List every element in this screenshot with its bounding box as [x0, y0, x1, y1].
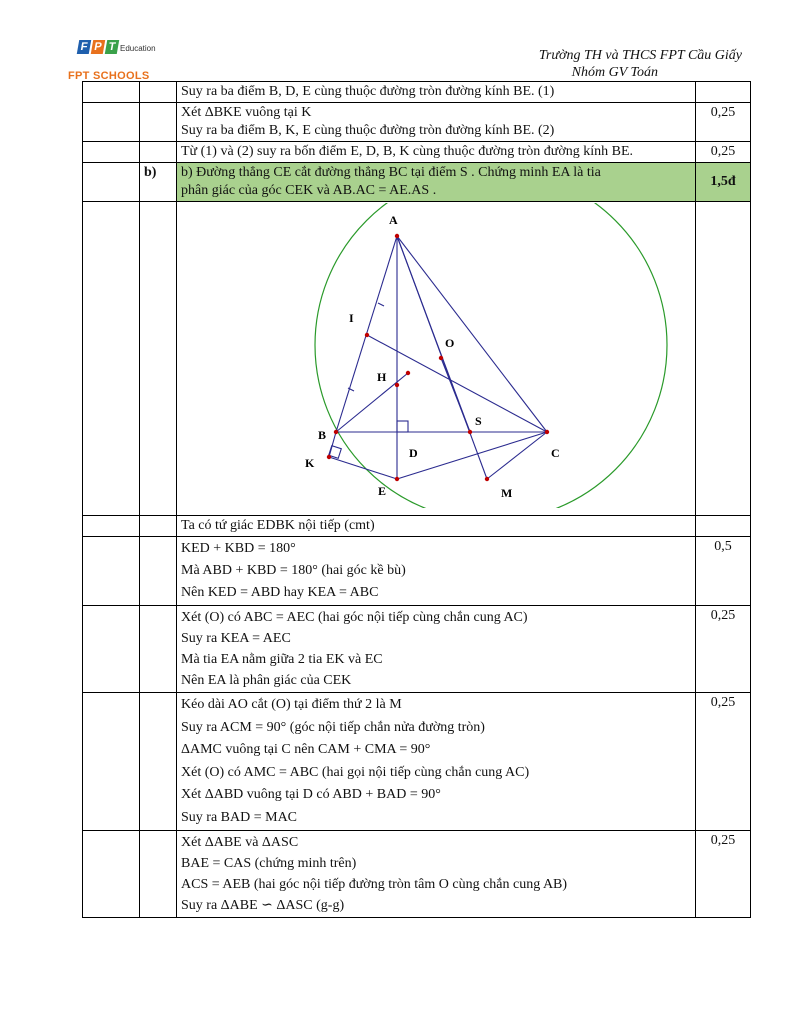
question-b: [177, 163, 696, 202]
page-header: [539, 47, 742, 81]
row-line: Suy ra ΔABE ∽ ΔASC (g-g): [181, 898, 345, 913]
row-text: [177, 103, 696, 142]
table-row: [83, 693, 751, 831]
table-row: [83, 82, 751, 103]
row-line: BAE = CAS (chứng minh trên): [181, 856, 357, 871]
label-a: A: [389, 213, 398, 227]
question-line: b) Đường thẳng CE cắt đường thẳng BC tại điểm S . Chứng minh EA là tia: [181, 165, 601, 180]
row-text: [177, 537, 696, 606]
label-d: D: [409, 446, 418, 460]
row-line: Suy ra ACM = 90° (góc nội tiếp chắn nửa đường tròn): [181, 719, 485, 735]
logo-tile-t: T: [105, 40, 119, 54]
table-row: [83, 537, 751, 606]
segment-cm: [487, 432, 547, 479]
row-line: Suy ra KEA = AEC: [181, 631, 291, 646]
table-row: [83, 606, 751, 693]
label-s: S: [475, 414, 482, 428]
row-line: Xét (O) có AMC = ABC (hai gọi nội tiếp cùng chắn cung AC): [181, 764, 530, 780]
school-name: Trường TH và THCS FPT Cầu Giấy: [538, 48, 742, 63]
geometry-figure: [177, 202, 696, 516]
segment-ic: [367, 335, 547, 432]
row-line: Suy ra ba điểm B, D, E cùng thuộc đường tròn đường kính BE. (1): [181, 84, 555, 99]
point-s: [468, 430, 472, 434]
logo-education: Education: [120, 44, 156, 53]
label-i: I: [349, 311, 354, 325]
logo-tile-p: P: [91, 40, 105, 54]
table-row: [83, 163, 751, 202]
row-line: Nên EA là phân giác của CEK: [181, 673, 352, 688]
solution-table: [82, 81, 751, 918]
score: 0,5: [696, 537, 751, 606]
point-h2: [406, 371, 410, 375]
row-line: Nên KED = ABD hay KEA = ABC: [181, 585, 379, 600]
row-text: [177, 606, 696, 693]
table-row: [83, 142, 751, 163]
segment-ke: [329, 457, 397, 479]
segment-ac: [397, 236, 547, 432]
score: 0,25: [696, 103, 751, 142]
score: 0,25: [696, 831, 751, 918]
fpt-logo: [68, 40, 170, 84]
tick-mark: [378, 303, 384, 306]
point-i: [365, 333, 369, 337]
point-b: [334, 430, 338, 434]
label-c: C: [551, 446, 560, 460]
label-e: E: [378, 484, 387, 498]
row-text: Ta có tứ giác EDBK nội tiếp (cmt): [177, 516, 696, 537]
row-line: Xét ΔABE và ΔASC: [181, 835, 299, 850]
row-text: [177, 831, 696, 918]
label-k: K: [305, 456, 315, 470]
table-row: [83, 516, 751, 537]
row-line: Xét ΔABD vuông tại D có ABD + BAD = 90°: [181, 787, 441, 802]
circle-o: [315, 203, 667, 508]
label-b: B: [318, 428, 327, 442]
row-line: Suy ra BAD = MAC: [181, 809, 298, 825]
point-o: [439, 356, 443, 360]
row-text: Từ (1) và (2) suy ra bốn điểm E, D, B, K cùng thuộc đường tròn đường kính BE.: [177, 142, 696, 163]
logo-tile-f: F: [77, 40, 91, 54]
question-line: phân giác của góc CEK và AB.AC = AE.AS .: [181, 183, 437, 198]
point-c: [545, 430, 549, 434]
figure-svg: [181, 203, 701, 508]
row-text: [177, 82, 696, 103]
logo-schools: FPT SCHOOLS: [68, 70, 150, 82]
row-line: ACS = AEB (hai góc nội tiếp đường tròn tâm O cùng chắn cung AB): [181, 877, 568, 892]
part-label: b): [140, 163, 177, 202]
row-text: [177, 693, 696, 831]
point-h: [395, 383, 399, 387]
score: 0,25: [696, 142, 751, 163]
row-line: Kéo dài AO cắt (O) tại điểm thứ 2 là M: [181, 697, 402, 712]
segment-os: [441, 358, 470, 432]
point-a: [395, 234, 399, 238]
table-row: [83, 202, 751, 516]
segment-kb: [329, 432, 336, 457]
score: 0,25: [696, 693, 751, 831]
row-line: ΔAMC vuông tại C nên CAM + CMA = 90°: [181, 742, 431, 757]
right-angle-d: [397, 421, 408, 432]
label-m: M: [501, 486, 513, 500]
row-line: Xét (O) có ABC = AEC (hai góc nội tiếp cùng chắn cung AC): [181, 610, 528, 625]
row-line: Mà tia EA nằm giữa 2 tia EK và EC: [181, 652, 383, 667]
label-o: O: [445, 336, 455, 350]
row-line: Mà ABD + KBD = 180° (hai góc kề bù): [181, 563, 406, 578]
score-total: 1,5đ: [696, 163, 751, 202]
row-line: KED + KBD = 180°: [181, 541, 296, 556]
row-line: Xét ΔBKE vuông tại K: [181, 105, 312, 120]
label-h: H: [377, 370, 387, 384]
table-row: [83, 103, 751, 142]
point-e: [395, 477, 399, 481]
point-k: [327, 455, 331, 459]
score: 0,25: [696, 606, 751, 693]
row-line: Suy ra ba điểm B, K, E cùng thuộc đường tròn đường kính BE. (2): [181, 123, 555, 138]
point-m: [485, 477, 489, 481]
group-name: Nhóm GV Toán: [571, 65, 658, 80]
table-row: [83, 831, 751, 918]
